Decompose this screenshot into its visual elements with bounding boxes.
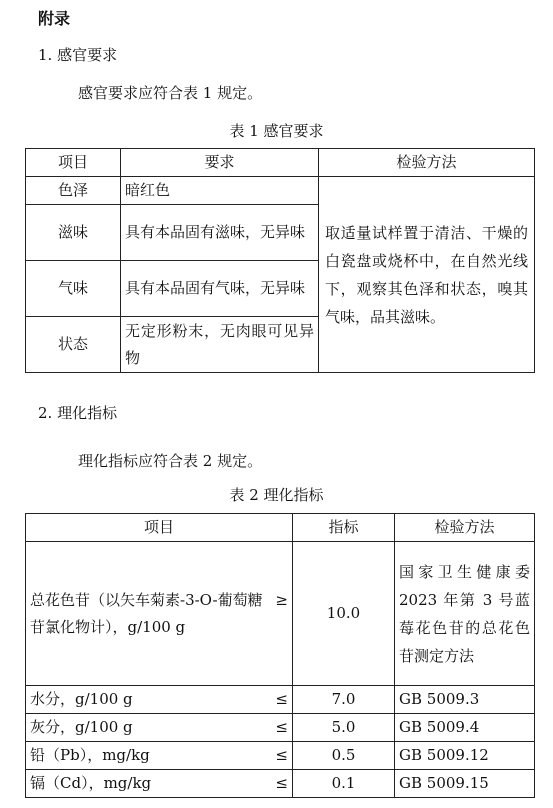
table-row-requirement: 具有本品固有气味，无异味 <box>121 261 319 317</box>
section2-heading: 2. 理化指标 <box>38 404 118 422</box>
section1-text: 感官要求应符合表 1 规定。 <box>78 84 263 102</box>
item-label: 水分，g/100 g <box>30 690 133 708</box>
col-header-index: 指标 <box>293 514 395 542</box>
table-row-method: GB 5009.3 <box>395 686 535 714</box>
table-row-method: 国家卫生健康委 2023 年第 3 号蓝莓花色苷的总花色苷测定方法 <box>395 542 535 686</box>
physicochemical-table <box>25 513 535 798</box>
table-row-item <box>26 770 293 798</box>
table-row-value: 10.0 <box>293 542 395 686</box>
col-header-item: 项目 <box>26 149 121 177</box>
col-header-requirement: 要求 <box>121 149 319 177</box>
col-header-method: 检验方法 <box>395 514 535 542</box>
table-row-value: 5.0 <box>293 714 395 742</box>
section1-heading: 1. 感官要求 <box>38 46 118 64</box>
table-row-value: 7.0 <box>293 686 395 714</box>
table-row-item <box>26 714 293 742</box>
comparison-sign: ≤ <box>275 774 288 792</box>
section2-text: 理化指标应符合表 2 规定。 <box>78 452 263 470</box>
table-row-method: GB 5009.15 <box>395 770 535 798</box>
appendix-title: 附录 <box>38 9 71 28</box>
table-row-item <box>26 686 293 714</box>
table-row-requirement: 具有本品固有滋味，无异味 <box>121 205 319 261</box>
item-label: 铅（Pb），mg/kg <box>30 746 150 764</box>
table2-caption: 表 2 理化指标 <box>229 486 324 504</box>
table-row-item <box>26 542 293 686</box>
table-row-method: GB 5009.4 <box>395 714 535 742</box>
table-row-item: 气味 <box>26 261 121 317</box>
item-label: 总花色苷（以矢车菊素-3-O-葡萄糖苷氯化物计），g/100 g <box>30 590 263 636</box>
comparison-sign: ≤ <box>275 746 288 764</box>
table-row-item: 色泽 <box>26 177 121 205</box>
sensory-method: 取适量试样置于清洁、干燥的白瓷盘或烧杯中，在自然光线下，观察其色泽和状态，嗅其气味，品其滋味。 <box>319 177 535 373</box>
table-row-value: 0.1 <box>293 770 395 798</box>
col-header-method: 检验方法 <box>319 149 535 177</box>
table-row-value: 0.5 <box>293 742 395 770</box>
table-row-item <box>26 742 293 770</box>
comparison-sign: ≥ <box>275 590 288 609</box>
item-label: 灰分，g/100 g <box>30 718 133 736</box>
comparison-sign: ≤ <box>275 690 288 708</box>
table1-caption: 表 1 感官要求 <box>229 122 324 140</box>
table-row-item: 状态 <box>26 317 121 373</box>
table-row-item: 滋味 <box>26 205 121 261</box>
col-header-item: 项目 <box>26 514 293 542</box>
sensory-table <box>25 148 535 373</box>
table-row-requirement: 无定形粉末，无肉眼可见异物 <box>121 317 319 373</box>
table-row-method: GB 5009.12 <box>395 742 535 770</box>
table-row-requirement: 暗红色 <box>121 177 319 205</box>
item-label: 镉（Cd），mg/kg <box>30 774 152 792</box>
comparison-sign: ≤ <box>275 718 288 736</box>
